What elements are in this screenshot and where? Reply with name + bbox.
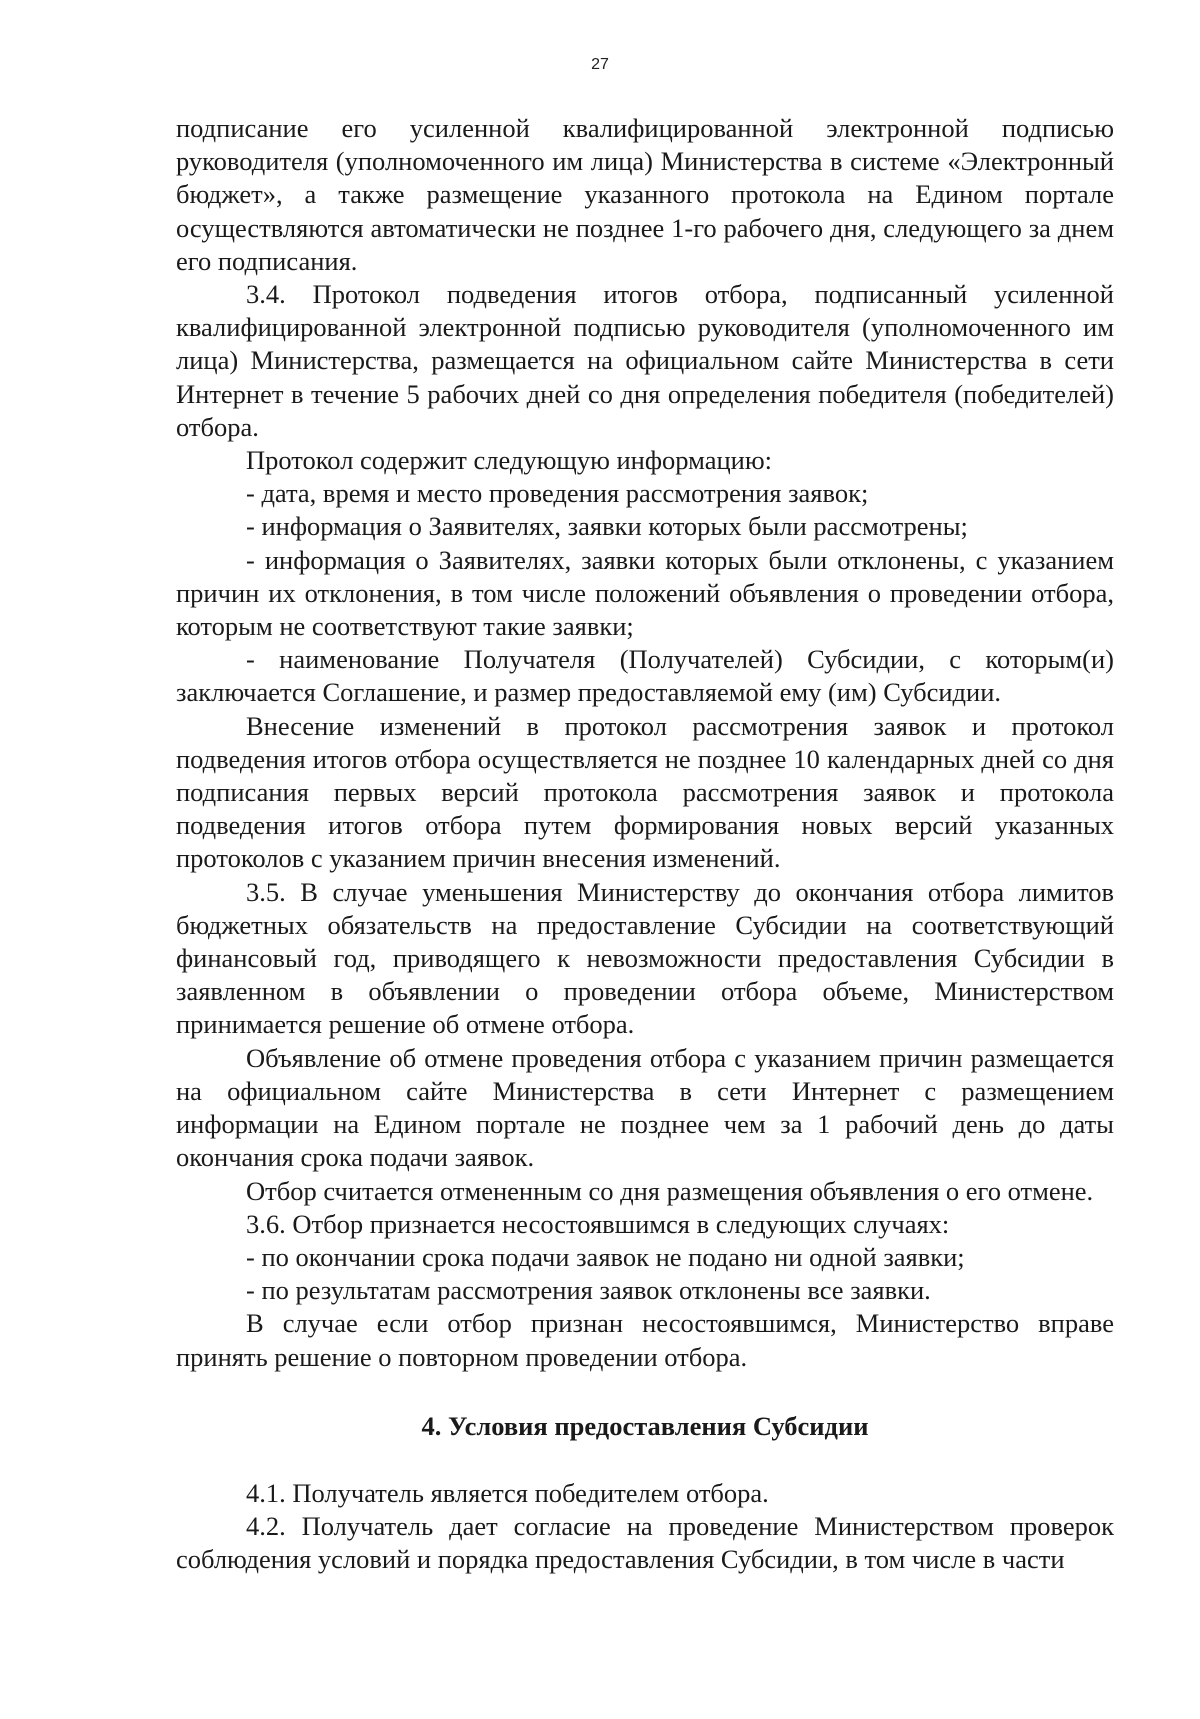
document-body <box>176 112 1114 1577</box>
list-item: - по окончании срока подачи заявок не подано ни одной заявки; <box>246 1241 965 1272</box>
paragraph: Отбор считается отмененным со дня размещения объявления о его отмене. <box>246 1175 1094 1206</box>
paragraph: подписание его усиленной квалифицированной электронной подписью руководителя (уполномоченного им лица) Министерства в системе «Электронный бюджет», а также размещение указанного протокола на Едином портале осуществляются автоматически не позднее 1-го рабочего дня, следующего за днем его подписания. <box>176 113 1114 276</box>
list-item: - наименование Получателя (Получателей) Субсидии, с которым(и) заключается Соглашение, и размер предоставляемой ему (им) Субсидии. <box>176 644 1114 708</box>
paragraph: Внесение изменений в протокол рассмотрения заявок и протокол подведения итогов отбора осуществляется не позднее 10 календарных дней со дня подписания первых версий протокола рассмотрения заявок и протокола подведения итогов отбора путем формирования новых версий указанных протоколов с указанием причин внесения изменений. <box>176 710 1114 874</box>
list-item: - дата, время и место проведения рассмотрения заявок; <box>246 478 869 509</box>
section-heading: 4. Условия предоставления Субсидии <box>421 1410 869 1441</box>
list-item: - информация о Заявителях, заявки которых были отклонены, с указанием причин их отклонения, в том числе положений объявления о проведении отбора, которым не соответствуют такие заявки; <box>176 544 1114 642</box>
paragraph: 3.4. Протокол подведения итогов отбора, подписанный усиленной квалифицированной электронной подписью руководителя (уполномоченного им лица) Министерства, размещается на официальном сайте Министерства в сети Интернет в течение 5 рабочих дней со дня определения победителя (победителей) отбора. <box>176 279 1114 442</box>
paragraph: 4.1. Получатель является победителем отбора. <box>246 1477 769 1508</box>
paragraph: Протокол содержит следующую информацию: <box>246 445 773 476</box>
paragraph: 3.5. В случае уменьшения Министерству до окончания отбора лимитов бюджетных обязательств на предоставление Субсидии на соответствующий финансовый год, приводящего к невозможности предоставления Субсидии в заявленном в объявлении о проведении отбора объеме, Министерством принимается решение об отмене отбора. <box>176 876 1114 1040</box>
paragraph: Объявление об отмене проведения отбора с указанием причин размещается на официальном сайте Министерства в сети Интернет с размещением информации на Едином портале не позднее чем за 1 рабочий день до даты окончания срока подачи заявок. <box>176 1042 1114 1173</box>
list-item: - информация о Заявителях, заявки которых были рассмотрены; <box>246 511 968 542</box>
paragraph: 4.2. Получатель дает согласие на проведение Министерством проверок соблюдения условий и порядка предоставления Субсидии, в том числе в части <box>176 1511 1114 1575</box>
paragraph: 3.6. Отбор признается несостоявшимся в следующих случаях: <box>246 1208 950 1239</box>
paragraph: В случае если отбор признан несостоявшимся, Министерство вправе принять решение о повторном проведении отбора. <box>176 1308 1114 1372</box>
page-number: 27 <box>591 56 609 73</box>
list-item: - по результатам рассмотрения заявок отклонены все заявки. <box>246 1275 931 1306</box>
